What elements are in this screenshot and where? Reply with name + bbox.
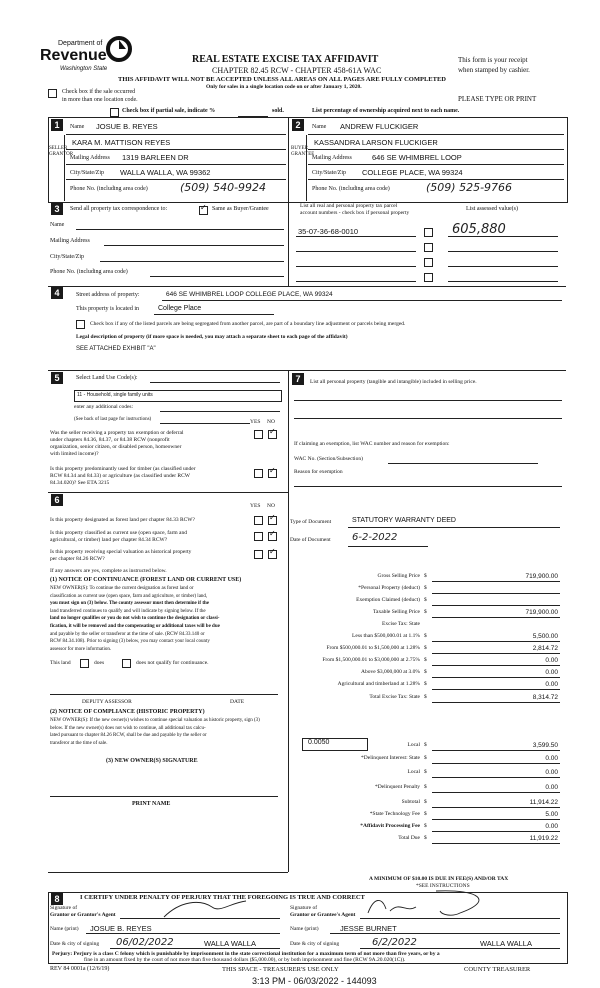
perjury-warning: Perjury: Perjury is a class C felony which is punishable by imprisonment in the state correctional institution for a maximum term of not more than five years, or by a <box>52 951 440 957</box>
s6-yes-header: YES <box>250 503 261 509</box>
tax-row-dollar: $ <box>424 585 427 591</box>
seller-city-label: City/State/Zip <box>70 170 104 176</box>
tax-row-label: *Personal Property (deduct) <box>358 585 420 591</box>
buyer-mailing[interactable]: 646 SE WHIMBREL LOOP <box>372 153 462 162</box>
dept-state: Washington State <box>60 66 108 72</box>
tax-row-label: From $1,500,000.01 to $3,000,000 at 2.75% <box>322 657 420 663</box>
seller-phone[interactable]: (509) 540-9924 <box>180 181 267 194</box>
corr-phone-line[interactable] <box>150 276 284 277</box>
tax-row-label: Agricultural and timberland at 1.28% <box>337 681 420 687</box>
land-does-not-checkbox[interactable] <box>122 659 131 668</box>
exemption-claim-label: If claiming an exemption, list WAC number and reason for exemption: <box>294 441 450 447</box>
exemption-question-2: under chapters 84.36, 84.37, or 84.38 RCW (nonprofit <box>50 437 170 443</box>
timber-no-checkbox[interactable] <box>268 469 277 478</box>
minimum-fee-note: A MINIMUM OF $10.00 IS DUE IN FEE(S) AND/OR TAX <box>369 876 509 882</box>
land-does-not-label: does not qualify for continuance. <box>136 660 209 666</box>
assessed-value[interactable]: 605,880 <box>452 222 506 237</box>
forest-yes-checkbox[interactable] <box>254 516 263 525</box>
forest-question: Is this property designated as forest land per chapter 84.33 RCW? <box>50 517 195 523</box>
forest-no-checkbox[interactable] <box>268 516 277 525</box>
county-treasurer-label: COUNTY TREASURER <box>464 966 531 973</box>
tax-row-label: Total Due <box>398 835 420 841</box>
buyer-phone-label: Phone No. (including area code) <box>312 186 390 192</box>
section-5-badge: 5 <box>51 372 63 384</box>
tax-row-label: *Delinquent Interest: State <box>361 755 420 761</box>
current-use-question: Is this property classified as current use (open space, farm and <box>50 530 187 536</box>
historic-question: Is this property receiving special valuation as historical property <box>50 549 192 555</box>
if-yes-note: If any answers are yes, complete as instructed below. <box>50 568 167 574</box>
tax-row-value[interactable]: 3,599.50 <box>532 742 558 749</box>
treasurer-use-only: THIS SPACE - TREASURER'S USE ONLY <box>222 966 339 973</box>
buyer-name-1[interactable]: ANDREW FLUCKIGER <box>340 122 419 131</box>
grantee-name-label: Name (print) <box>290 926 319 932</box>
tax-row-dollar: $ <box>424 657 427 663</box>
revenue-logo-icon <box>106 36 132 62</box>
multi-location-checkbox[interactable] <box>48 89 57 98</box>
tax-row-label: From $500,000.01 to $1,500,000 at 1.28% <box>326 645 420 651</box>
tax-row-label: Above $3,000,000 at 3.0% <box>361 669 420 675</box>
form-title: REAL ESTATE EXCISE TAX AFFIDAVIT <box>192 54 379 65</box>
legal-description-label: Legal description of property (if more space is needed, you may attach a separate sheet to each page of the affidavit) <box>76 334 348 340</box>
notice-line: below. If the new owner(s) does not wish to continue, all additional tax calcu- <box>50 725 206 731</box>
wac-label: WAC No. (Section/Subsection) <box>294 456 363 462</box>
s6-no-header: NO <box>267 503 275 509</box>
form-warning: THIS AFFIDAVIT WILL NOT BE ACCEPTED UNLESS ALL AREAS ON ALL PAGES ARE FULLY COMPLETED <box>118 76 446 83</box>
parcel-number[interactable]: 35-07-36-68-0010 <box>298 227 359 236</box>
land-use-label: Select Land Use Code(s): <box>76 375 138 381</box>
receipt-note: This form is your receipt <box>458 56 528 64</box>
receipt-note-2: when stamped by cashier. <box>458 66 530 74</box>
tax-row-dollar: $ <box>424 769 427 775</box>
current-use-yes-checkbox[interactable] <box>254 532 263 541</box>
multi-location-label-2: in more than one location code. <box>62 97 138 103</box>
grantor-date[interactable]: 06/02/2022 <box>116 937 174 948</box>
tax-row-value[interactable]: 719,900.00 <box>525 573 558 580</box>
corr-mailing-label: Mailing Address <box>50 238 90 244</box>
grantor-signature-mark <box>160 897 250 921</box>
tax-row-dollar: $ <box>424 811 427 817</box>
tax-row-dollar: $ <box>424 694 427 700</box>
parcel-3-personal-checkbox[interactable] <box>424 258 433 267</box>
new-owner-signature-label: (3) NEW OWNER(S) SIGNATURE <box>106 758 198 764</box>
timber-question-2: RCW 84.34 and 84.33) or agriculture (as classified under RCW <box>50 473 190 479</box>
corr-city-label: City/State/Zip <box>50 254 84 260</box>
grantee-signature-mark <box>360 887 500 921</box>
grantee-city[interactable]: WALLA WALLA <box>480 939 532 948</box>
corr-mailing-line[interactable] <box>104 245 284 246</box>
section-7-badge: 7 <box>292 373 304 385</box>
see-instructions-note: *SEE INSTRUCTIONS <box>416 883 470 889</box>
assessor-date-label: DATE <box>230 699 245 705</box>
exemption-question-4: with limited income)? <box>50 451 99 457</box>
notice-line: fication, it will be removed and the compensating or additional taxes will be due <box>50 623 220 629</box>
tax-row-dollar: $ <box>424 755 427 761</box>
tax-row-label: Less than $500,000.01 at 1.1% <box>352 633 420 639</box>
buyer-city[interactable]: COLLEGE PLACE, WA 99324 <box>362 168 463 177</box>
grantee-signature-label: Signature of <box>290 905 318 911</box>
current-use-no-checkbox[interactable] <box>268 532 277 541</box>
tax-row-dollar: $ <box>424 609 427 615</box>
located-label: This property is located in <box>76 306 139 312</box>
exemption-question-3: organization, senior citizen, or disabled person, homeowner <box>50 444 182 450</box>
tax-row-label: Exemption Claimed (deduct) <box>356 597 420 603</box>
additional-codes-label: enter any additional codes: <box>74 404 134 410</box>
land-use-value: 11 - Household, single family units <box>77 392 153 398</box>
tax-row-value[interactable]: 0.00 <box>545 669 558 676</box>
partial-sale-checkbox[interactable] <box>110 108 119 117</box>
seller-mailing-label: Mailing Address <box>70 155 110 161</box>
tax-row-label: *State Technology Fee <box>369 811 420 817</box>
land-does-checkbox[interactable] <box>80 659 89 668</box>
tax-row-label: Local <box>407 742 420 748</box>
tax-row-value[interactable]: 0.00 <box>545 681 558 688</box>
same-as-buyer-checkbox[interactable] <box>199 206 208 215</box>
corr-name-line[interactable] <box>76 229 284 230</box>
tax-row-value[interactable]: 0.00 <box>545 784 558 791</box>
section-1-badge: 1 <box>51 119 63 131</box>
timber-question-3: 84.34.020)? See ETA 3215 <box>50 480 110 486</box>
notice-line: RCW 84.34.108). Prior to signing (3) below, you may contact your local county <box>50 639 210 645</box>
grantor-signature-label: Signature of <box>50 905 78 911</box>
buyer-mailing-label: Mailing Address <box>312 155 352 161</box>
single-location-note: Only for sales in a single location code on or after January 1, 2020. <box>206 84 362 90</box>
tax-row-dollar: $ <box>424 835 427 841</box>
deputy-assessor-label: DEPUTY ASSESSOR <box>82 699 132 705</box>
corr-name-label: Name <box>50 222 65 228</box>
timber-question: Is this property predominantly used for timber (as classified under <box>50 466 196 472</box>
seller-name-1[interactable]: JOSUE B. REYES <box>96 122 158 131</box>
tax-row-dollar: $ <box>424 681 427 687</box>
tax-row-label: *Affidavit Processing Fee <box>360 823 420 829</box>
tax-row-value[interactable]: 0.00 <box>545 755 558 762</box>
sold-label: sold. <box>272 108 284 114</box>
section-8-badge: 8 <box>51 893 63 905</box>
form-subtitle: CHAPTER 82.45 RCW - CHAPTER 458-61A WAC <box>212 66 382 75</box>
s5-no-header: NO <box>267 419 275 425</box>
current-use-question-2: agricultural, or timber) land per chapter 84.34 RCW? <box>50 537 168 543</box>
notice-line: assessor for more information. <box>50 646 112 652</box>
seller-phone-label: Phone No. (including area code) <box>70 186 148 192</box>
doc-date-label: Date of Document <box>290 537 331 543</box>
tax-row-value[interactable]: 11,914.22 <box>529 799 558 806</box>
notice-line: land transferred continues to qualify and will indicate by signing below. If the <box>50 608 206 614</box>
assessed-header: List assessed value(s) <box>466 206 518 212</box>
notice-line: lated pursuant to chapter 84.26 RCW, shall be due and payable by the seller or <box>50 733 207 739</box>
tax-row-label: Subtotal <box>401 799 420 805</box>
tax-row-label: Gross Selling Price <box>377 573 420 579</box>
street-address-label: Street address of property: <box>76 292 140 298</box>
parties-divider <box>288 117 289 201</box>
parcel-header: List all real and personal property tax parcel <box>300 203 398 209</box>
tax-row-value[interactable]: 719,900.00 <box>525 609 558 616</box>
grantor-signature-label-2: Grantor or Grantor's Agent <box>50 912 116 918</box>
this-land-label: This land <box>50 660 71 666</box>
notice-continuance-title: (1) NOTICE OF CONTINUANCE (FOREST LAND OR CURRENT USE) <box>50 577 242 583</box>
recording-stamp: 3:13 PM - 06/03/2022 - 144093 <box>252 976 377 986</box>
timber-yes-checkbox[interactable] <box>254 469 263 478</box>
additional-codes-line[interactable] <box>160 411 280 412</box>
notice-continuance-text <box>50 585 220 653</box>
form-revision: REV 84 0001a (12/6/19) <box>50 966 110 972</box>
tax-row-value[interactable]: 11,919.22 <box>529 835 558 842</box>
grantor-name-label: Name (print) <box>50 926 79 932</box>
wac-line[interactable] <box>388 463 538 464</box>
tax-row-value[interactable]: 5,500.00 <box>532 633 558 640</box>
doc-type[interactable]: STATUTORY WARRANTY DEED <box>352 517 456 524</box>
see-back-note: (See back of last page for instructions) <box>74 417 152 422</box>
personal-property-line-1[interactable] <box>294 400 562 401</box>
tax-row-dollar: $ <box>424 669 427 675</box>
notice-line: you must sign on (3) below. The county assessor must then determine if the <box>50 601 209 607</box>
dept-brand: Revenue <box>40 47 107 64</box>
tax-row-value[interactable]: 0.00 <box>545 657 558 664</box>
exemption-yes-checkbox[interactable] <box>254 430 263 439</box>
new-owner-signature-line[interactable] <box>50 796 278 797</box>
grantor-city[interactable]: WALLA WALLA <box>204 939 256 948</box>
section-4-badge: 4 <box>51 287 63 299</box>
tax-row-dollar: $ <box>424 645 427 651</box>
perjury-warning-2: fine in an amount fixed by the court of not more than five thousand dollars ($5,000.00), or by both imprisonment and fine (RCW 9A.20.020(1C)). <box>84 957 406 963</box>
notice-compliance-title: (2) NOTICE OF COMPLIANCE (HISTORIC PROPERTY) <box>50 709 205 715</box>
tax-row-dollar: $ <box>424 573 427 579</box>
corr-city-line[interactable] <box>100 261 284 262</box>
grantor-name[interactable]: JOSUE B. REYES <box>90 924 152 933</box>
tax-row-dollar: $ <box>424 597 427 603</box>
grantee-name[interactable]: JESSE BURNET <box>340 924 397 933</box>
land-does-label: does <box>94 660 105 666</box>
tax-row-value[interactable]: 2,814.72 <box>532 645 558 652</box>
send-correspondence-label: Send all property tax correspondence to: <box>70 206 168 212</box>
tax-row-value[interactable]: 0.00 <box>545 823 558 830</box>
notice-line: NEW OWNER(S): If the new owner(s) wishes to continue special valuation as historic property, sign (3) <box>50 718 260 723</box>
notice-line: NEW OWNER(S): To continue the current designation as forest land or <box>50 586 194 591</box>
tax-row-label: *Delinquent Penalty <box>374 784 420 790</box>
notice-compliance-text <box>50 717 284 747</box>
buyer-city-label: City/State/Zip <box>312 170 346 176</box>
seller-name-label: Name <box>70 124 85 130</box>
notice-line: land no longer qualifies or you do not wish to continue the designation or classi- <box>50 616 220 622</box>
tax-row-label: Excise Tax: State <box>381 621 420 627</box>
s5-yes-header: YES <box>250 419 261 425</box>
grantee-date[interactable]: 6/2/2022 <box>372 937 417 948</box>
multi-location-label: Check box if the sale occurred <box>62 89 136 95</box>
personal-property-label: List all personal property (tangible and intangible) included in selling price. <box>310 379 477 385</box>
grantee-date-label: Date & city of signing <box>290 941 340 947</box>
street-address[interactable]: 646 SE WHIMBREL LOOP COLLEGE PLACE, WA 99324 <box>166 291 333 298</box>
tax-row-dollar: $ <box>424 823 427 829</box>
dept-line: Department of <box>58 40 103 47</box>
grantee-signature-label-2: Grantor or Grantee's Agent <box>290 912 356 918</box>
buyer-side-label: BUYER GRANTEE <box>291 146 315 157</box>
located-city[interactable]: College Place <box>158 305 202 312</box>
corr-phone-label: Phone No. (including area code) <box>50 269 128 275</box>
parcel-4-personal-checkbox[interactable] <box>424 273 433 282</box>
parcel-1-personal-checkbox[interactable] <box>424 228 433 237</box>
exemption-no-checkbox[interactable] <box>268 430 277 439</box>
please-type: PLEASE TYPE OR PRINT <box>458 95 537 103</box>
same-as-buyer-label: Same as Buyer/Grantee <box>212 206 269 212</box>
local-rate: 0.0050 <box>308 739 330 746</box>
seller-name-2[interactable]: KARA M. MATTISON REYES <box>72 138 171 147</box>
personal-property-line-2[interactable] <box>294 418 562 419</box>
tax-row-value[interactable]: 0.00 <box>545 769 558 776</box>
section-3-badge: 3 <box>51 203 63 215</box>
seller-side-label: SELLER GRANTOR <box>49 146 74 157</box>
tax-row-label: Local <box>407 769 420 775</box>
section-2-badge: 2 <box>292 119 304 131</box>
notice-line: transferor at the time of sale. <box>50 740 108 746</box>
print-name-label: PRINT NAME <box>132 801 171 807</box>
section-6-badge: 6 <box>51 494 63 506</box>
buyer-name-2[interactable]: KASSANDRA LARSON FLUCKIGER <box>314 138 438 147</box>
ownership-note: List percentage of ownership acquired next to each name. <box>312 108 460 114</box>
exemption-question: Was the seller receiving a property tax exemption or deferral <box>50 430 184 436</box>
legal-description[interactable]: SEE ATTACHED EXHIBIT "A" <box>76 346 156 352</box>
parcel-2-personal-checkbox[interactable] <box>424 243 433 252</box>
historic-question-2: per chapter 84.26 RCW? <box>50 556 105 562</box>
tax-row-dollar: $ <box>424 799 427 805</box>
notice-line: classification as current use (open space, farm and agriculture, or timber) land, <box>50 593 208 599</box>
parcel-header-2: account numbers - check box if personal property <box>300 210 410 216</box>
tax-row-dollar: $ <box>424 633 427 639</box>
buyer-phone[interactable]: (509) 525-9766 <box>426 181 513 194</box>
segregated-checkbox[interactable] <box>76 320 85 329</box>
notice-line: and payable by the seller or transferor at the time of sale. (RCW 84.33.140 or <box>50 631 205 637</box>
partial-sale-label: Check box if partial sale, indicate % <box>122 108 216 114</box>
tax-row-dollar: $ <box>424 742 427 748</box>
exemption-reason-label: Reason for exemption <box>294 469 343 475</box>
deputy-assessor-line[interactable] <box>50 694 278 695</box>
grantor-date-label: Date & city of signing <box>50 941 100 947</box>
tax-row-value[interactable]: 8,314.72 <box>532 694 558 701</box>
historic-yes-checkbox[interactable] <box>254 550 263 559</box>
certify-statement: I CERTIFY UNDER PENALTY OF PERJURY THAT THE FOREGOING IS TRUE AND CORRECT <box>80 894 365 901</box>
exemption-reason-line[interactable] <box>294 486 562 487</box>
tax-row-label: Taxable Selling Price <box>373 609 420 615</box>
tax-row-label: Total Excise Tax: State <box>369 694 420 700</box>
seller-city[interactable]: WALLA WALLA, WA 99362 <box>120 168 211 177</box>
doc-date[interactable]: 6-2-2022 <box>352 532 398 543</box>
tax-row-value[interactable]: 5.00 <box>545 811 558 818</box>
segregated-label: Check box if any of the listed parcels are being segregated from another parcel, are part of a boundary line adjustment or parcels being merged. <box>90 321 406 327</box>
buyer-name-label: Name <box>312 124 327 130</box>
doc-type-label: Type of Document <box>290 519 332 525</box>
seller-mailing[interactable]: 1319 BARLEEN DR <box>122 153 189 162</box>
historic-no-checkbox[interactable] <box>268 550 277 559</box>
tax-row-dollar: $ <box>424 784 427 790</box>
